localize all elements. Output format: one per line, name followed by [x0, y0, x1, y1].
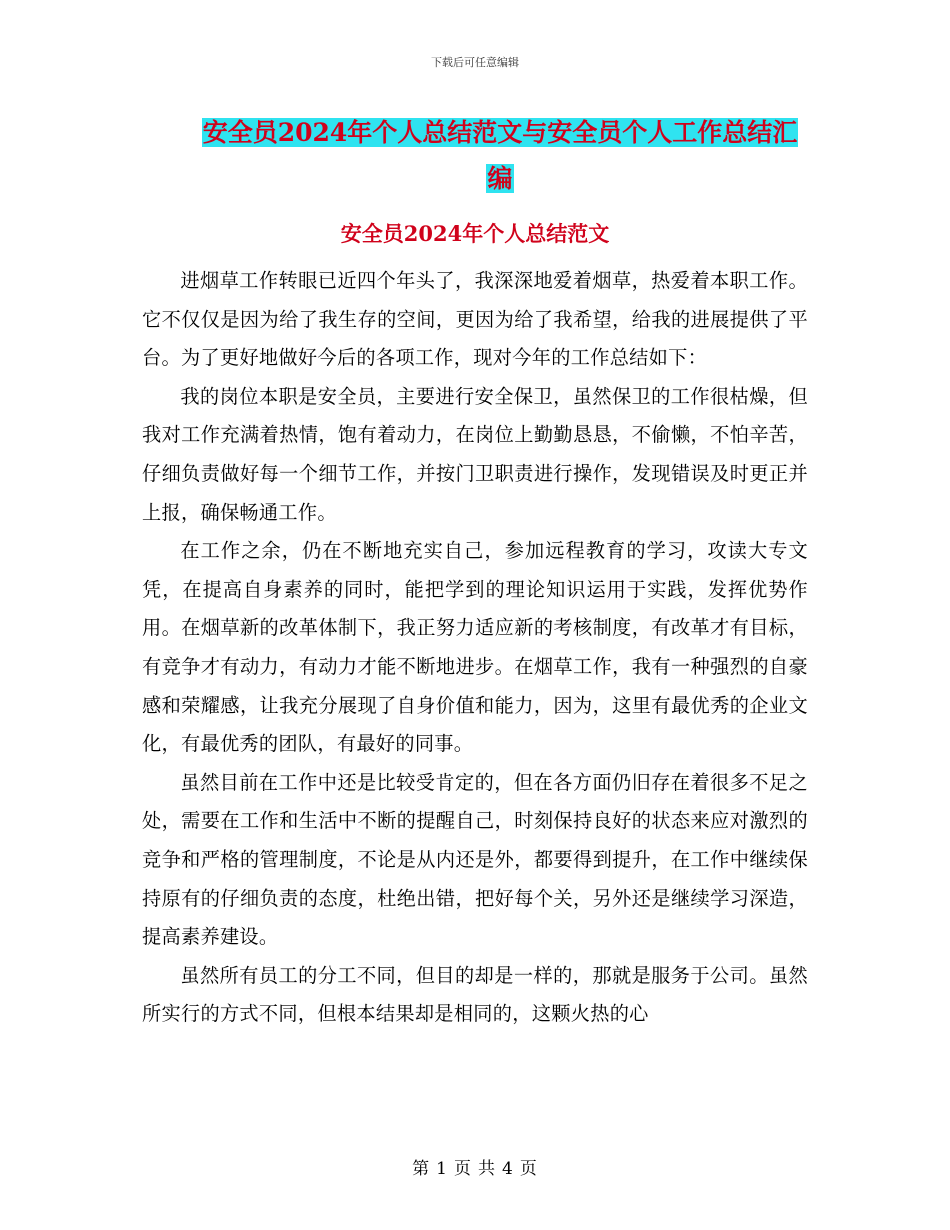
total-label-suffix: 页 — [519, 1159, 538, 1179]
paragraph: 在工作之余，仍在不断地充实自己，参加远程教育的学习，攻读大专文凭，在提高自身素养的同时，能把学到的理论知识运用于实践，发挥优势作用。在烟草新的改革体制下，我正努力适应新的考核制度，有改革才有目标，有竞争才有动力，有动力才能不断地进步。在烟草工作，我有一种强烈的自豪感和荣耀感，让我充分展现了自身价值和能力，因为，这里有最优秀的企业文化，有最优秀的团队，有最好的同事。 — [142, 539, 808, 756]
paragraph: 进烟草工作转眼已近四个年头了，我深深地爱着烟草，热爱着本职工作。它不仅仅是因为给了我生存的空间，更因为给了我希望，给我的进展提供了平台。为了更好地做好今后的各项工作，现对今年的工作总结如下： — [142, 269, 808, 370]
total-pages: 4 — [502, 1159, 514, 1179]
page-header-note: 下载后可任意编辑 — [431, 56, 519, 69]
page-number: 1 — [436, 1159, 448, 1179]
document-title-line-1: 安全员2024年个人总结范文与安全员个人工作总结汇 — [202, 118, 798, 147]
page-label-prefix: 第 — [412, 1159, 431, 1179]
section-title: 安全员2024年个人总结范文 — [340, 221, 610, 246]
total-label-prefix: 共 — [478, 1159, 496, 1179]
paragraph: 虽然所有员工的分工不同，但目的却是一样的，那就是服务于公司。虽然所实行的方式不同，但根本结果却是相同的，这颗火热的心 — [142, 963, 808, 1026]
document-title — [150, 110, 850, 202]
document-title-line-2: 编 — [487, 164, 513, 193]
page-label-mid: 页 — [454, 1159, 472, 1179]
paragraph: 虽然目前在工作中还是比较受肯定的，但在各方面仍旧存在着很多不足之处，需要在工作和生活中不断的提醒自己，时刻保持良好的状态来应对激烈的竞争和严格的管理制度，不论是从内还是外，都要得到提升，在工作中继续保持原有的仔细负责的态度，杜绝出错，把好每个关，另外还是继续学习深造，提高素养建设。 — [142, 770, 808, 949]
page-footer — [0, 1154, 950, 1179]
document-body — [142, 262, 808, 1034]
paragraph: 我的岗位本职是安全员，主要进行安全保卫，虽然保卫的工作很枯燥，但我对工作充满着热情，饱有着动力，在岗位上勤勤恳恳，不偷懒，不怕辛苦，仔细负责做好每一个细节工作，并按门卫职责进行操作，发现错误及时更正并上报，确保畅通工作。 — [142, 384, 808, 524]
